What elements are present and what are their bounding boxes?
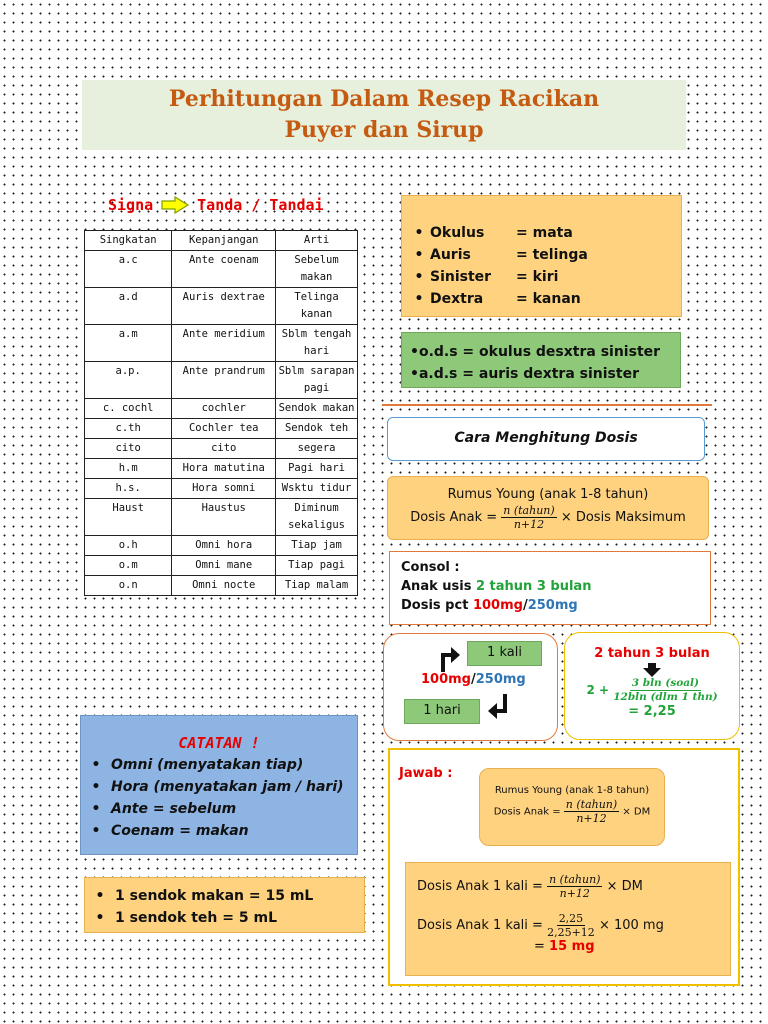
fraction-denominator: n+12	[576, 812, 607, 825]
consol-age-line	[401, 577, 710, 596]
cell-singkatan: a.p.	[85, 362, 172, 399]
cell-arti: Tiap pagi	[276, 556, 358, 576]
consol-box	[389, 551, 711, 625]
fraction	[564, 798, 619, 825]
cell-arti: Sblm tengah hari	[276, 325, 358, 362]
cell-singkatan: o.n	[85, 576, 172, 596]
catatan-title: CATATAN !	[178, 734, 260, 752]
term: Auris	[430, 247, 471, 263]
spoon-measure-box	[84, 877, 365, 933]
result-eq: =	[534, 939, 550, 954]
cell-arti: Pagi hari	[276, 459, 358, 479]
list-item	[408, 244, 681, 266]
table-row	[85, 325, 358, 362]
table-row	[85, 479, 358, 499]
table-row	[85, 362, 358, 399]
cell-singkatan: cito	[85, 439, 172, 459]
fraction	[501, 504, 556, 531]
age-prefix: Anak usis	[401, 579, 476, 594]
bullet-icon: •	[91, 801, 101, 817]
calc-line-2	[417, 912, 730, 939]
consol-dose-line	[401, 596, 710, 615]
meaning: = kanan	[516, 291, 581, 307]
age-formula	[565, 677, 739, 704]
cell-singkatan: h.m	[85, 459, 172, 479]
cara-heading: Cara Menghitung Dosis	[387, 417, 705, 461]
age-title: 2 tahun 3 bulan	[594, 646, 710, 661]
cell-singkatan: h.s.	[85, 479, 172, 499]
cell-singkatan: a.c	[85, 251, 172, 288]
note-text: Coenam = makan	[111, 823, 249, 839]
cell-arti: Tiap malam	[276, 576, 358, 596]
formula-lhs: Dosis Anak 1 kali =	[417, 918, 543, 933]
meaning: = mata	[516, 225, 573, 241]
bullet-icon: •	[414, 291, 424, 307]
cell-kepanjangan: Omni hora	[172, 536, 276, 556]
note-text: Hora (menyatakan jam / hari)	[111, 779, 344, 795]
formula-prefix: 2 +	[586, 683, 610, 697]
dose-blue: 250mg	[527, 598, 578, 613]
cell-kepanjangan: Hora matutina	[172, 459, 276, 479]
cell-singkatan: c. cochl	[85, 399, 172, 419]
cell-kepanjangan: Cochler tea	[172, 419, 276, 439]
one-day-label: 1 hari	[404, 699, 480, 724]
term: Sinister	[430, 269, 492, 285]
fraction	[613, 677, 717, 704]
dose-blue: 250mg	[475, 672, 526, 687]
signa-heading	[108, 196, 324, 214]
turn-up-arrow-icon	[438, 644, 462, 674]
ods-box	[401, 332, 681, 388]
cell-singkatan: o.m	[85, 556, 172, 576]
cell-singkatan: o.h	[85, 536, 172, 556]
title-line-1: Perhitungan Dalam Resep Racikan	[168, 86, 600, 112]
table-row	[85, 459, 358, 479]
table-row	[85, 399, 358, 419]
fraction-numerator: n (tahun)	[503, 504, 555, 517]
fraction	[547, 912, 595, 939]
list-item	[85, 885, 364, 907]
rumus-title: Rumus Young (anak 1-8 tahun)	[494, 785, 650, 796]
meaning: = kiri	[516, 269, 559, 285]
col-header-kepanjangan: Kepanjangan	[172, 231, 276, 251]
cell-kepanjangan: Ante meridium	[172, 325, 276, 362]
fraction-numerator: n (tahun)	[549, 873, 601, 886]
age-value: 2 tahun 3 bulan	[475, 579, 592, 594]
divider-line	[382, 404, 712, 406]
dose-prefix: Dosis pct	[401, 598, 473, 613]
formula-lhs: Dosis Anak =	[493, 806, 561, 818]
fraction-denominator: 12bln (dlm 1 thn)	[613, 691, 718, 703]
meaning: = telinga	[516, 247, 588, 263]
table-header-row	[85, 231, 358, 251]
list-item	[81, 776, 357, 798]
dose-red: 100mg	[421, 672, 471, 687]
bullet-icon: •	[95, 910, 105, 926]
formula-lhs: Dosis Anak =	[410, 510, 498, 525]
consol-label: Consol :	[401, 560, 460, 575]
cell-kepanjangan: Ante prandrum	[172, 362, 276, 399]
down-arrow-icon	[643, 663, 661, 677]
bullet-icon: •	[410, 344, 419, 360]
young-formula-box	[387, 476, 709, 540]
catatan-box	[80, 715, 358, 855]
cell-arti: Telinga kanan	[276, 288, 358, 325]
latin-terms-box	[401, 195, 682, 317]
bullet-icon: •	[410, 366, 419, 382]
ads-text: a.d.s = auris dextra sinister	[418, 366, 639, 382]
table-row	[85, 288, 358, 325]
cell-kepanjangan: Omni nocte	[172, 576, 276, 596]
cell-arti: Wsktu tidur	[276, 479, 358, 499]
dose-conversion-box	[383, 633, 558, 741]
col-header-singkatan: Singkatan	[85, 231, 172, 251]
table-row	[85, 556, 358, 576]
table-row	[85, 419, 358, 439]
cell-arti: segera	[276, 439, 358, 459]
bullet-icon: •	[91, 779, 101, 795]
result-value: 15 mg	[549, 939, 595, 954]
cell-kepanjangan: cochler	[172, 399, 276, 419]
cell-arti: Diminum sekaligus	[276, 499, 358, 536]
dose-label	[421, 672, 561, 687]
table-row	[85, 499, 358, 536]
right-arrow-icon	[161, 196, 189, 214]
cell-singkatan: a.m	[85, 325, 172, 362]
note-text: Omni (menyatakan tiap)	[111, 757, 304, 773]
list-item	[408, 222, 681, 244]
list-item	[410, 363, 680, 385]
page-title	[82, 80, 686, 150]
cell-kepanjangan: Hora somni	[172, 479, 276, 499]
signa-table	[84, 230, 358, 596]
cell-arti: Sendok makan	[276, 399, 358, 419]
cell-arti: Sblm sarapan pagi	[276, 362, 358, 399]
ods-text: o.d.s = okulus desxtra sinister	[418, 344, 661, 360]
table-row	[85, 576, 358, 596]
formula-rhs: × DM	[622, 806, 651, 818]
fraction-denominator: n+12	[513, 518, 545, 531]
one-time-label: 1 kali	[467, 641, 542, 666]
turn-down-arrow-icon	[484, 692, 510, 722]
note-text: Ante = sebelum	[111, 801, 237, 817]
measure-text: 1 sendok teh = 5 mL	[115, 910, 277, 926]
cell-arti: Sebelum makan	[276, 251, 358, 288]
list-item	[410, 341, 680, 363]
cell-kepanjangan: Auris dextrae	[172, 288, 276, 325]
table-row	[85, 251, 358, 288]
rumus-formula	[480, 798, 664, 825]
term: Dextra	[430, 291, 484, 307]
fraction-denominator: 2,25+12	[547, 926, 595, 939]
young-title: Rumus Young (anak 1-8 tahun)	[447, 487, 649, 502]
bullet-icon: •	[414, 225, 424, 241]
bullet-icon: •	[91, 823, 101, 839]
fraction-denominator: n+12	[559, 887, 590, 900]
fraction-numerator: n (tahun)	[565, 798, 618, 811]
title-line-2: Puyer dan Sirup	[284, 117, 484, 143]
list-item	[81, 798, 357, 820]
signa-label: Signa	[108, 196, 154, 214]
dose-slash: /	[471, 672, 476, 687]
term: Okulus	[430, 225, 485, 241]
bullet-icon: •	[95, 888, 105, 904]
table-row	[85, 536, 358, 556]
formula-rhs: × DM	[606, 879, 643, 894]
fraction-numerator: 3 bln (soal)	[631, 677, 699, 689]
cell-kepanjangan: Ante coenam	[172, 251, 276, 288]
list-item	[408, 266, 681, 288]
table-row	[85, 439, 358, 459]
cell-singkatan: c.th	[85, 419, 172, 439]
cell-singkatan: a.d	[85, 288, 172, 325]
formula-lhs: Dosis Anak 1 kali =	[417, 879, 543, 894]
cell-arti: Sendok teh	[276, 419, 358, 439]
list-item	[85, 907, 364, 929]
cell-kepanjangan: Omni mane	[172, 556, 276, 576]
signa-meaning: Tanda / Tandai	[197, 196, 324, 214]
answer-box	[388, 748, 740, 986]
calculation-box	[405, 862, 731, 976]
list-item	[81, 820, 357, 842]
bullet-icon: •	[414, 247, 424, 263]
fraction-numerator: 2,25	[558, 912, 584, 925]
measure-text: 1 sendok makan = 15 mL	[115, 888, 314, 904]
cell-kepanjangan: cito	[172, 439, 276, 459]
dose-red: 100mg	[472, 598, 523, 613]
formula-rhs: × 100 mg	[598, 918, 664, 933]
age-result: = 2,25	[628, 704, 676, 719]
col-header-arti: Arti	[276, 231, 358, 251]
age-conversion-box	[564, 632, 740, 740]
list-item	[408, 288, 681, 310]
dose-slash: /	[522, 598, 528, 613]
formula-rhs: × Dosis Maksimum	[560, 510, 686, 525]
answer-label: Jawab :	[399, 766, 453, 781]
bullet-icon: •	[414, 269, 424, 285]
bullet-icon: •	[91, 757, 101, 773]
cell-arti: Tiap jam	[276, 536, 358, 556]
list-item	[81, 754, 357, 776]
calc-result	[534, 939, 730, 954]
answer-formula-box	[479, 768, 665, 846]
cell-singkatan: Haust	[85, 499, 172, 536]
fraction	[547, 873, 602, 900]
cell-kepanjangan: Haustus	[172, 499, 276, 536]
calc-line-1	[417, 873, 730, 900]
young-formula	[388, 504, 708, 531]
